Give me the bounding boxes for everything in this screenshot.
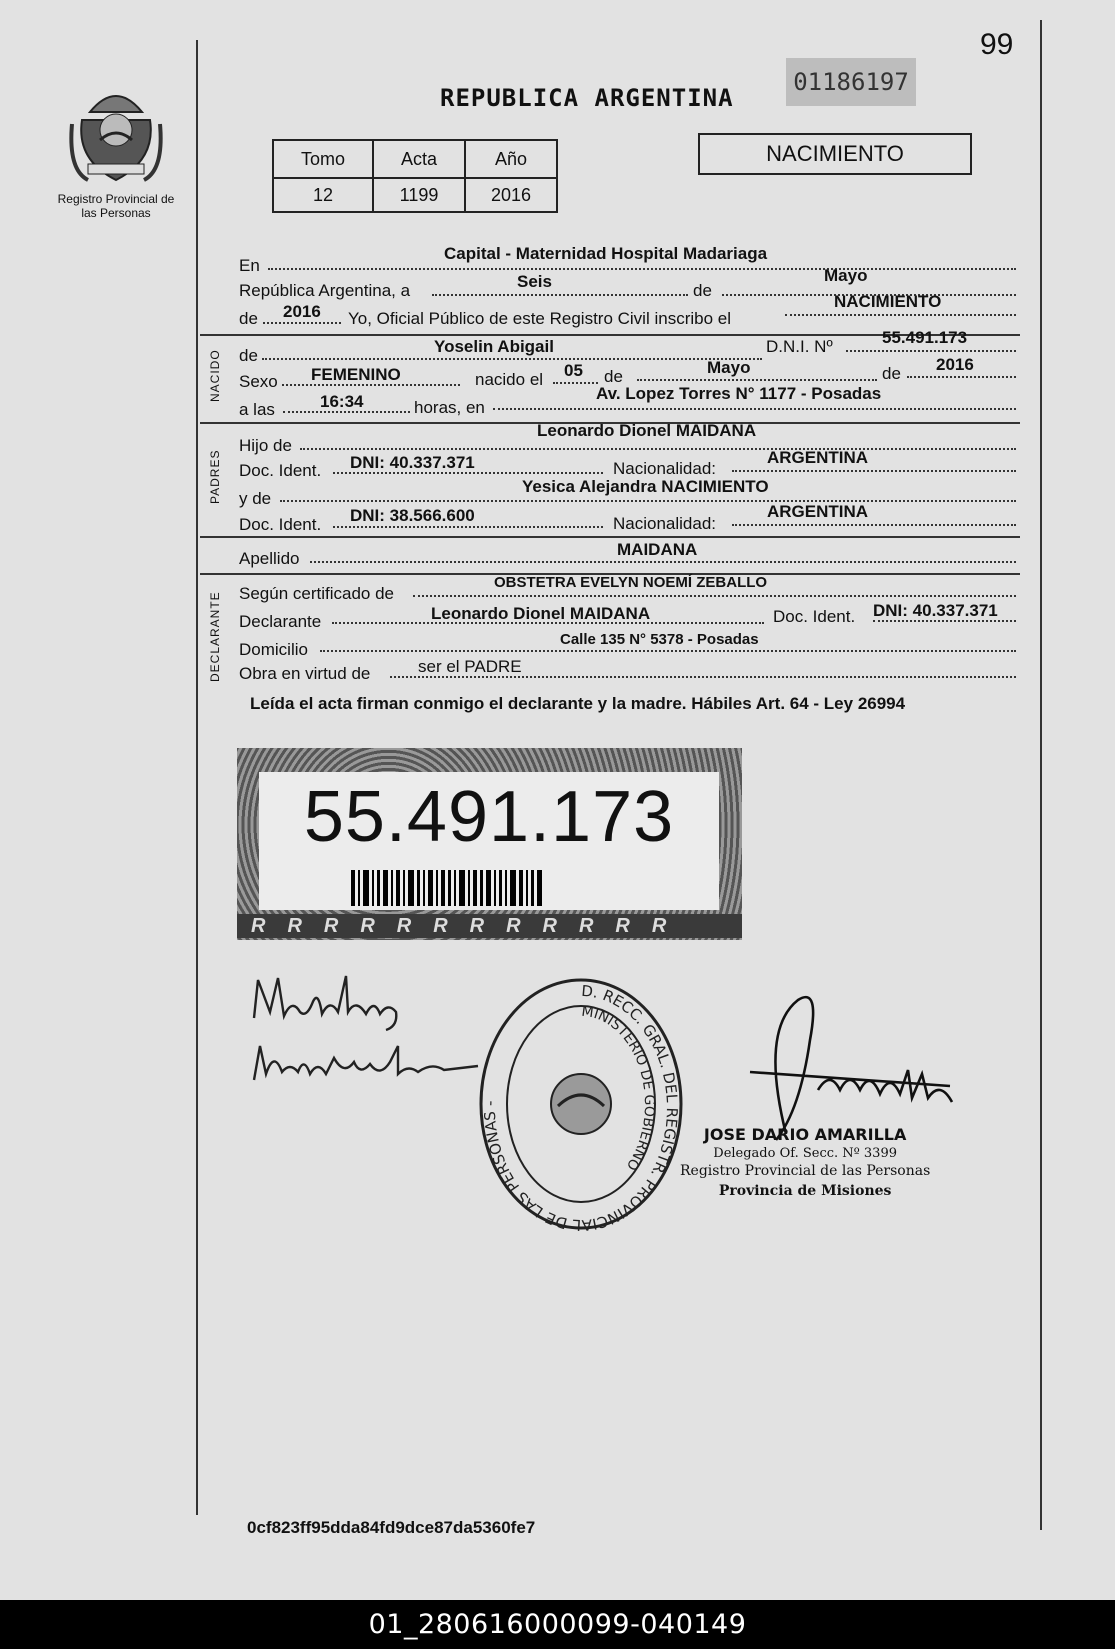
acta-value: 1199 [373, 178, 465, 212]
barcode-bar [537, 870, 542, 906]
barcode-bar [358, 870, 360, 906]
official-org: Registro Provincial de las Personas [680, 1163, 931, 1179]
sexo-label: Sexo [239, 372, 278, 391]
inscribo-value: NACIMIENTO [834, 292, 942, 311]
official-seal [478, 976, 684, 1232]
dotted-line [280, 500, 1016, 502]
signature-nacimiento [248, 1036, 488, 1096]
birth-year: 2016 [936, 355, 974, 374]
record-table [272, 139, 558, 213]
barcode-number: 55.491.173 [303, 777, 675, 857]
mother-nat: ARGENTINA [767, 502, 869, 521]
dni-label: D.N.I. Nº [766, 337, 833, 356]
barcode-bar [526, 870, 528, 906]
birth-de1: de [604, 367, 623, 386]
dni-value: 55.491.173 [882, 328, 968, 347]
legal-text: Leída el acta firman conmigo el declarante y la madre. Hábiles Art. 64 - Ley 26994 [250, 694, 906, 713]
dotted-line [263, 322, 341, 324]
declarante-doc-label: Doc. Ident. [773, 607, 856, 626]
seal-outer-text: D. RECC. GRAL. DEL REGISTR. PROVINCIAL DE LAS PERSONAS - [480, 981, 682, 1232]
barcode-bar [436, 870, 438, 906]
sexo-value: FEMENINO [311, 365, 401, 384]
dotted-line [907, 376, 1016, 378]
barcode-bar [448, 870, 451, 906]
father-doc: DNI: 40.337.371 [350, 453, 475, 472]
domicilio-value: Calle 135 N° 5378 - Posadas [560, 631, 759, 648]
barcode-bar [377, 870, 380, 906]
cert-value: OBSTETRA EVELYN NOEMÍ ZEBALLO [494, 574, 768, 591]
dotted-line [553, 382, 598, 384]
right-margin-line [1040, 20, 1042, 1530]
dni-barcode-sticker [237, 748, 742, 940]
document-hash: 0cf823ff95dda84fd9dce87da5360fe7 [247, 1518, 536, 1537]
dotted-line [637, 379, 877, 381]
father-nat: ARGENTINA [767, 448, 869, 467]
barcode-bar [372, 870, 374, 906]
de-label: de [693, 281, 712, 300]
footer-code: 01_280616000099-040149 [0, 1600, 1115, 1649]
declarante-value: Leonardo Dionel MAIDANA [431, 604, 651, 623]
year-value: 2016 [283, 302, 321, 321]
dotted-line [732, 470, 1016, 472]
anio-value: 2016 [465, 178, 557, 212]
barcode-bar [403, 870, 405, 906]
dotted-line [732, 524, 1016, 526]
obra-value: ser el PADRE [418, 657, 522, 676]
father-name: Leonardo Dionel MAIDANA [537, 421, 757, 440]
seal-inner-text: MINISTERIO DE GOBIERNO [580, 1003, 658, 1174]
barcode-bar [499, 870, 502, 906]
father-doc-label: Doc. Ident. [239, 461, 322, 480]
padres-side-label: PADRES [208, 449, 222, 504]
name-value: Yoselin Abigail [434, 337, 554, 356]
barcode-bar [417, 870, 420, 906]
father-nac-label: Nacionalidad: [613, 459, 717, 478]
barcode-bar [510, 870, 516, 906]
birth-de2: de [882, 364, 901, 383]
dotted-line [785, 314, 1016, 316]
barcode-bar [423, 870, 425, 906]
horas-label: horas, en [414, 398, 485, 417]
official-stamp [680, 1125, 930, 1199]
barcode-bar [531, 870, 534, 906]
official-name: JOSE DARIO AMARILLA [703, 1125, 907, 1144]
dotted-line [432, 294, 688, 296]
left-margin-line [196, 40, 198, 1515]
barcode-bar [396, 870, 400, 906]
dotted-line [873, 620, 1016, 622]
year-prefix: de [239, 309, 258, 328]
birth-month: Mayo [707, 358, 751, 377]
barcode-bar [383, 870, 388, 906]
barcode-bar [480, 870, 483, 906]
official-title: Delegado Of. Secc. Nº 3399 [713, 1146, 897, 1161]
barcode-bar [408, 870, 414, 906]
domicilio-label: Domicilio [239, 640, 308, 659]
obra-label: Obra en virtud de [239, 664, 371, 683]
dotted-line [333, 526, 603, 528]
section-separator [200, 536, 1020, 538]
cert-label: Según certificado de [239, 584, 394, 603]
oficial-text: Yo, Oficial Público de este Registro Civil inscribo el [348, 309, 731, 328]
anio-header: Año [465, 140, 557, 178]
barcode-bar [441, 870, 445, 906]
barcode-bar [505, 870, 507, 906]
mother-doc: DNI: 38.566.600 [350, 506, 475, 525]
signature-maidana [248, 968, 418, 1038]
en-label: En [239, 256, 260, 275]
barcode-bar [473, 870, 477, 906]
mother-doc-label: Doc. Ident. [239, 515, 322, 534]
dotted-line [493, 408, 1016, 410]
page-number: 99 [980, 28, 1014, 61]
barcode-label [259, 772, 719, 910]
yde-label: y de [239, 489, 272, 508]
barcode-bar [486, 870, 491, 906]
nacido-side-label: NACIDO [208, 349, 222, 402]
barcode-bar [459, 870, 465, 906]
dotted-line [846, 350, 1016, 352]
barcode-bar [454, 870, 456, 906]
declarante-side-label: DECLARANTE [208, 591, 222, 682]
time-value: 16:34 [320, 392, 364, 411]
hijo-label: Hijo de [239, 436, 292, 455]
barcode-bars [351, 870, 641, 906]
alas-label: a las [239, 400, 275, 419]
mother-name: Yesica Alejandra NACIMIENTO [522, 477, 769, 496]
barcode-bar [363, 870, 369, 906]
birth-day: 05 [564, 361, 583, 380]
nacido-label: nacido el [475, 370, 544, 389]
acta-header: Acta [373, 140, 465, 178]
place-value: Av. Lopez Torres N° 1177 - Posadas [596, 384, 882, 403]
barcode-bar [519, 870, 523, 906]
apellido-value: MAIDANA [617, 540, 698, 559]
country-title: REPUBLICA ARGENTINA [440, 84, 734, 112]
en-value: Capital - Maternidad Hospital Madariaga [444, 244, 768, 263]
declarante-label: Declarante [239, 612, 322, 631]
registered-mark-strip: RRRRRRRRRRRR [237, 914, 742, 938]
mother-nac-label: Nacionalidad: [613, 514, 717, 533]
barcode-bar [351, 870, 355, 906]
dotted-line [262, 358, 762, 360]
tomo-header: Tomo [273, 140, 373, 178]
barcode-bar [468, 870, 470, 906]
serial-number: 01186197 [786, 58, 916, 106]
official-province: Provincia de Misiones [718, 1183, 892, 1199]
republica-label: República Argentina, a [239, 281, 411, 300]
day-value: Seis [517, 272, 552, 291]
dotted-line [320, 650, 1016, 652]
barcode-bar [391, 870, 393, 906]
name-label: de [239, 346, 258, 365]
record-kind: NACIMIENTO [698, 133, 972, 175]
month-value: Mayo [824, 266, 868, 285]
tomo-value: 12 [273, 178, 373, 212]
dotted-line [413, 595, 1016, 597]
barcode-bar [494, 870, 496, 906]
apellido-label: Apellido [239, 549, 300, 568]
dotted-line [300, 448, 1016, 450]
registry-label: Registro Provincial de las Personas [57, 192, 175, 220]
barcode-bar [428, 870, 433, 906]
dotted-line [268, 268, 1016, 270]
declarante-doc: DNI: 40.337.371 [873, 601, 998, 620]
province-emblem-icon [68, 80, 164, 192]
dotted-line [310, 561, 1016, 563]
